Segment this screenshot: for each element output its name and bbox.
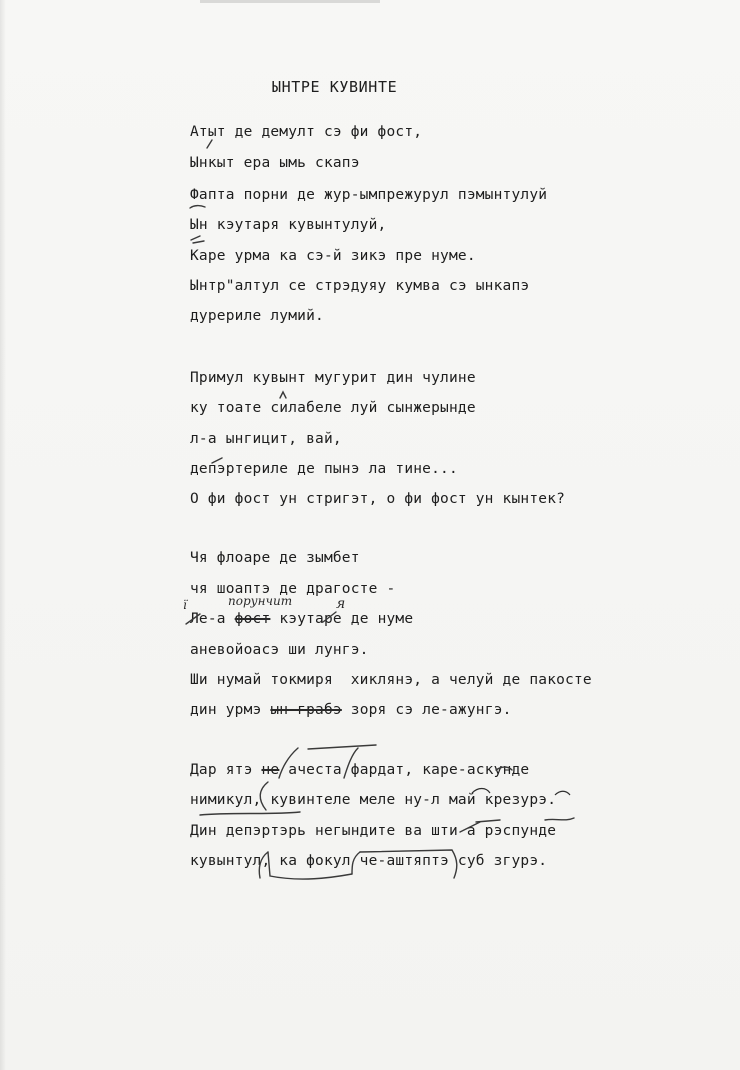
- stanza1-line1: Атыт де демулт сэ фи фост,: [190, 124, 423, 140]
- poem-title: ЫНТРЕ КУВИНТЕ: [272, 78, 398, 96]
- stanza4-line2: нимикул, кувинтеле меле ну-л май крезурэ.: [190, 792, 557, 808]
- stanza3-line5: Ши нумай токмиря хиклянэ, а челуй де пакосте: [190, 672, 592, 688]
- stanza4-line3: Дин депэртэрь негындите ва шти а рэспунде: [190, 823, 557, 839]
- stanza3-line2: чя шоаптэ де драгосте -: [190, 581, 396, 597]
- stanza4-line1: [190, 762, 529, 778]
- struck-words-yn-grabe: ын грабэ: [270, 702, 342, 718]
- struck-word-fost: фост: [234, 611, 271, 627]
- hand-mark-sanzherynde: [280, 392, 286, 398]
- stanza1-line7: дурериле лумий.: [190, 308, 324, 324]
- stanza4-line1-rest: ачеста фардат, каре-аскунде: [279, 762, 530, 778]
- stanza2-line5: О фи фост ун стригэт, о фи фост ун кынтек?: [190, 491, 566, 507]
- stanza3-line6-rest: зоря сэ ле-ажунгэ.: [341, 702, 512, 718]
- stanza1-line3: Фапта порни де жур-ымпрежурул пэмынтулуй: [190, 187, 548, 203]
- hand-mark-respunde: [545, 818, 574, 820]
- stanza2-line3: л-а ынгицит, вай,: [190, 431, 342, 447]
- stanza2-line1: Примул кувынт мугурит дин чулине: [190, 370, 476, 386]
- stanza2-line2: ку тоате силабеле луй сынжерынде: [190, 400, 476, 416]
- pen-line-over-fardat: [308, 745, 376, 749]
- stanza1-line2: Ынкыт ера ымь скапэ: [190, 155, 360, 171]
- stanza3-line1: Чя флоаре де зымбет: [190, 550, 360, 566]
- stanza4-line4: кувынтул, ка фокул че-аштяптэ суб згурэ.: [190, 853, 548, 869]
- stanza3-line3-rest: кэутаре де нуме: [270, 611, 414, 627]
- struck-word-ne: не: [261, 762, 280, 778]
- handwritten-note-porunchit: порунчит: [228, 594, 293, 608]
- stanza3-line6-start: дин урмэ: [190, 702, 271, 718]
- stanza3-line3-start: Ле-а: [190, 611, 226, 627]
- handwritten-prefix-mark: ї: [183, 598, 187, 612]
- pen-underline-nimikul: [200, 812, 300, 815]
- stanza1-line4: Ын кэутаря кувынтулуй,: [190, 217, 387, 233]
- hand-mark-kare: [191, 236, 200, 240]
- stanza1-line6: Ынтр"алтул се стрэдуяу кумва сэ ынкапэ: [190, 278, 530, 294]
- hand-mark-yn: [190, 206, 205, 208]
- stanza2-line4: депэртериле де пынэ ла тине...: [190, 461, 458, 477]
- stanza1-line5: Каре урма ка сэ-й зикэ пре нуме.: [190, 248, 476, 264]
- stanza3-line4: аневойоасэ ши лунгэ.: [190, 642, 369, 658]
- accent-mark-era: [207, 140, 212, 148]
- stanza4-line1-start: Дар ятэ: [190, 762, 262, 778]
- handwritten-letter-ya: я: [336, 596, 346, 612]
- stanza3-line6: [190, 702, 512, 718]
- stanza3-line3: [190, 611, 413, 627]
